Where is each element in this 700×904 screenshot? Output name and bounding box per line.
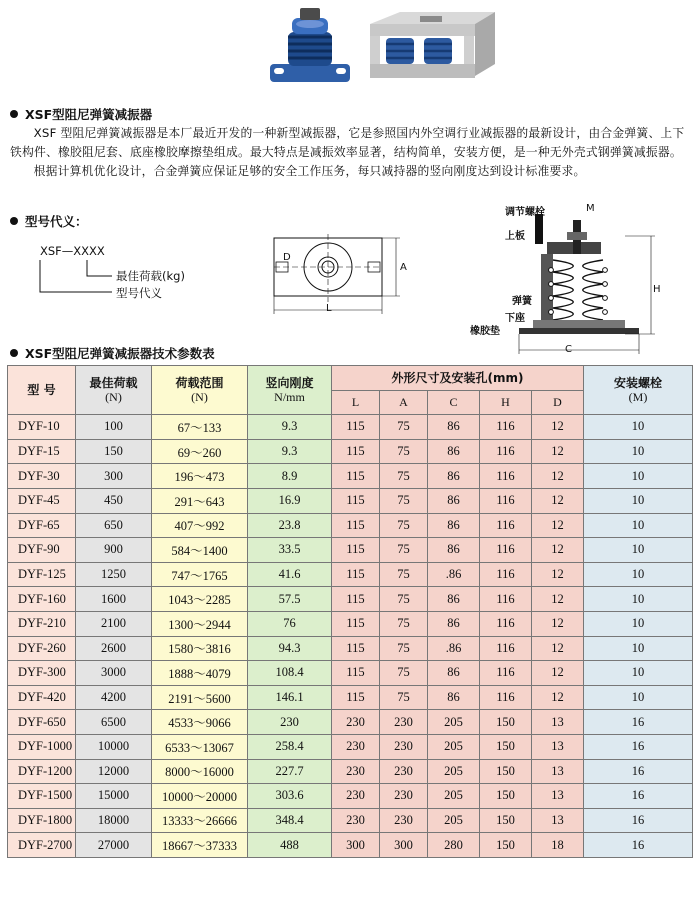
cell-dim-l: 115 bbox=[332, 685, 380, 710]
cell-dim-c: 86 bbox=[428, 439, 480, 464]
cell-dim-a: 230 bbox=[380, 784, 428, 809]
cell-model: DYF-10 bbox=[8, 415, 76, 440]
table-row bbox=[8, 808, 693, 833]
table-row bbox=[8, 833, 693, 858]
cell-best-load: 4200 bbox=[76, 685, 152, 710]
cell-dim-a: 300 bbox=[380, 833, 428, 858]
table-row bbox=[8, 562, 693, 587]
cell-load-range: 196～473 bbox=[152, 464, 248, 489]
table-row bbox=[8, 759, 693, 784]
cell-model: DYF-45 bbox=[8, 488, 76, 513]
table-row bbox=[8, 611, 693, 636]
cell-dim-c: 86 bbox=[428, 685, 480, 710]
table-row bbox=[8, 415, 693, 440]
code-suffix: XXXX bbox=[73, 244, 105, 258]
cell-model: DYF-125 bbox=[8, 562, 76, 587]
top-view-drawing bbox=[268, 232, 408, 324]
label-spring: 弹簧 bbox=[512, 296, 532, 307]
cell-model: DYF-30 bbox=[8, 464, 76, 489]
cell-stiffness: 16.9 bbox=[248, 488, 332, 513]
cell-dim-c: 205 bbox=[428, 710, 480, 735]
label-lower-base: 下座 bbox=[505, 313, 525, 324]
header-bolt: 安装螺栓 (M) bbox=[584, 366, 693, 415]
table-row bbox=[8, 710, 693, 735]
table-row bbox=[8, 488, 693, 513]
cell-dim-a: 75 bbox=[380, 587, 428, 612]
cell-load-range: 18667～37333 bbox=[152, 833, 248, 858]
cell-dim-l: 230 bbox=[332, 808, 380, 833]
cell-dim-c: 86 bbox=[428, 464, 480, 489]
cell-load-range: 1888～4079 bbox=[152, 661, 248, 686]
cell-best-load: 15000 bbox=[76, 784, 152, 809]
cell-dim-d: 12 bbox=[532, 464, 584, 489]
cell-dim-a: 75 bbox=[380, 464, 428, 489]
header-best-load: 最佳荷载 (N) bbox=[76, 366, 152, 415]
table-row bbox=[8, 636, 693, 661]
cell-load-range: 6533～13067 bbox=[152, 734, 248, 759]
cell-stiffness: 488 bbox=[248, 833, 332, 858]
cell-model: DYF-160 bbox=[8, 587, 76, 612]
cell-stiffness: 76 bbox=[248, 611, 332, 636]
table-row bbox=[8, 784, 693, 809]
cell-model: DYF-1800 bbox=[8, 808, 76, 833]
cell-dim-a: 75 bbox=[380, 513, 428, 538]
cell-bolt: 10 bbox=[584, 636, 693, 661]
cell-load-range: 1300～2944 bbox=[152, 611, 248, 636]
cell-dim-a: 230 bbox=[380, 759, 428, 784]
cell-load-range: 69～260 bbox=[152, 439, 248, 464]
cell-bolt: 10 bbox=[584, 538, 693, 563]
cell-dim-l: 230 bbox=[332, 710, 380, 735]
cell-dim-h: 116 bbox=[480, 464, 532, 489]
header-dim-l: L bbox=[332, 390, 380, 415]
table-row bbox=[8, 513, 693, 538]
cell-dim-d: 13 bbox=[532, 759, 584, 784]
cell-dim-h: 116 bbox=[480, 538, 532, 563]
cell-dim-h: 150 bbox=[480, 734, 532, 759]
cell-load-range: 407～992 bbox=[152, 513, 248, 538]
cell-best-load: 12000 bbox=[76, 759, 152, 784]
label-top-plate: 上板 bbox=[505, 231, 525, 242]
cell-dim-d: 12 bbox=[532, 685, 584, 710]
cell-dim-a: 75 bbox=[380, 685, 428, 710]
cell-stiffness: 108.4 bbox=[248, 661, 332, 686]
product-photo-illustration bbox=[270, 4, 500, 96]
header-dimensions: 外形尺寸及安装孔(mm) bbox=[332, 366, 584, 391]
cell-best-load: 100 bbox=[76, 415, 152, 440]
section-heading-product: XSF型阻尼弹簧减振器 bbox=[10, 105, 152, 123]
cell-dim-h: 116 bbox=[480, 488, 532, 513]
cell-dim-c: 86 bbox=[428, 661, 480, 686]
model-code-bracket-lines bbox=[30, 258, 130, 303]
cell-bolt: 10 bbox=[584, 587, 693, 612]
header-vertical-stiffness: 竖向刚度 N/mm bbox=[248, 366, 332, 415]
cell-load-range: 13333～26666 bbox=[152, 808, 248, 833]
cell-best-load: 2600 bbox=[76, 636, 152, 661]
cell-stiffness: 9.3 bbox=[248, 415, 332, 440]
cell-dim-d: 18 bbox=[532, 833, 584, 858]
cell-dim-l: 115 bbox=[332, 415, 380, 440]
header-dim-c: C bbox=[428, 390, 480, 415]
cell-stiffness: 230 bbox=[248, 710, 332, 735]
top-view-label-a: A bbox=[400, 262, 407, 273]
cell-model: DYF-210 bbox=[8, 611, 76, 636]
cell-dim-d: 12 bbox=[532, 661, 584, 686]
cell-dim-d: 12 bbox=[532, 513, 584, 538]
cell-dim-l: 115 bbox=[332, 636, 380, 661]
bullet-icon bbox=[10, 349, 18, 357]
table-row bbox=[8, 464, 693, 489]
cell-bolt: 10 bbox=[584, 685, 693, 710]
cell-dim-d: 13 bbox=[532, 734, 584, 759]
cell-stiffness: 94.3 bbox=[248, 636, 332, 661]
cell-dim-l: 230 bbox=[332, 734, 380, 759]
legend-best-load: 最佳荷载(kg) bbox=[116, 269, 185, 283]
cell-dim-a: 75 bbox=[380, 415, 428, 440]
cell-dim-c: 86 bbox=[428, 611, 480, 636]
cell-dim-c: 205 bbox=[428, 784, 480, 809]
cell-stiffness: 303.6 bbox=[248, 784, 332, 809]
cell-dim-d: 12 bbox=[532, 538, 584, 563]
cell-stiffness: 57.5 bbox=[248, 587, 332, 612]
header-dim-h: H bbox=[480, 390, 532, 415]
cell-dim-h: 116 bbox=[480, 587, 532, 612]
cell-load-range: 8000～16000 bbox=[152, 759, 248, 784]
cell-dim-d: 12 bbox=[532, 587, 584, 612]
top-view-label-d: D bbox=[283, 252, 291, 263]
cell-bolt: 10 bbox=[584, 439, 693, 464]
cell-dim-l: 115 bbox=[332, 611, 380, 636]
cell-load-range: 1580～3816 bbox=[152, 636, 248, 661]
cell-load-range: 747～1765 bbox=[152, 562, 248, 587]
cell-best-load: 900 bbox=[76, 538, 152, 563]
blue-spring-mount-photo bbox=[270, 8, 350, 82]
table-row bbox=[8, 734, 693, 759]
table-row bbox=[8, 538, 693, 563]
cell-bolt: 16 bbox=[584, 784, 693, 809]
cell-dim-h: 150 bbox=[480, 710, 532, 735]
cell-dim-c: 205 bbox=[428, 759, 480, 784]
cell-dim-a: 230 bbox=[380, 808, 428, 833]
cell-dim-h: 150 bbox=[480, 833, 532, 858]
cell-dim-h: 150 bbox=[480, 784, 532, 809]
cell-dim-h: 116 bbox=[480, 685, 532, 710]
cell-best-load: 10000 bbox=[76, 734, 152, 759]
cell-stiffness: 9.3 bbox=[248, 439, 332, 464]
cell-bolt: 10 bbox=[584, 415, 693, 440]
cell-load-range: 291～643 bbox=[152, 488, 248, 513]
cell-dim-d: 12 bbox=[532, 611, 584, 636]
cell-dim-a: 75 bbox=[380, 661, 428, 686]
cell-dim-c: 205 bbox=[428, 734, 480, 759]
cell-bolt: 10 bbox=[584, 488, 693, 513]
cell-dim-d: 13 bbox=[532, 784, 584, 809]
cell-load-range: 4533～9066 bbox=[152, 710, 248, 735]
product-description bbox=[10, 124, 688, 181]
label-width-c: C bbox=[565, 344, 572, 355]
cell-load-range: 2191～5600 bbox=[152, 685, 248, 710]
cell-best-load: 18000 bbox=[76, 808, 152, 833]
grey-housing-mount-photo bbox=[370, 12, 495, 78]
cell-model: DYF-420 bbox=[8, 685, 76, 710]
label-bolt-m: M bbox=[586, 203, 595, 214]
cell-dim-c: .86 bbox=[428, 562, 480, 587]
cell-dim-d: 12 bbox=[532, 415, 584, 440]
cell-dim-l: 115 bbox=[332, 538, 380, 563]
cell-stiffness: 227.7 bbox=[248, 759, 332, 784]
header-dim-a: A bbox=[380, 390, 428, 415]
cell-model: DYF-1000 bbox=[8, 734, 76, 759]
cell-stiffness: 33.5 bbox=[248, 538, 332, 563]
cell-dim-l: 115 bbox=[332, 513, 380, 538]
cell-best-load: 150 bbox=[76, 439, 152, 464]
cell-dim-c: 205 bbox=[428, 808, 480, 833]
cell-dim-h: 116 bbox=[480, 636, 532, 661]
cell-stiffness: 348.4 bbox=[248, 808, 332, 833]
cell-dim-a: 75 bbox=[380, 488, 428, 513]
cell-model: DYF-65 bbox=[8, 513, 76, 538]
cell-stiffness: 8.9 bbox=[248, 464, 332, 489]
product-photos bbox=[270, 4, 500, 96]
cell-bolt: 16 bbox=[584, 734, 693, 759]
cell-dim-l: 115 bbox=[332, 464, 380, 489]
cell-dim-c: .86 bbox=[428, 636, 480, 661]
cell-best-load: 27000 bbox=[76, 833, 152, 858]
cell-best-load: 6500 bbox=[76, 710, 152, 735]
cell-bolt: 16 bbox=[584, 833, 693, 858]
cell-dim-h: 116 bbox=[480, 661, 532, 686]
cell-bolt: 10 bbox=[584, 464, 693, 489]
spec-table-body bbox=[8, 415, 693, 858]
cell-best-load: 2100 bbox=[76, 611, 152, 636]
cell-dim-c: 86 bbox=[428, 513, 480, 538]
table-row bbox=[8, 661, 693, 686]
cell-dim-h: 116 bbox=[480, 611, 532, 636]
cell-stiffness: 258.4 bbox=[248, 734, 332, 759]
cell-bolt: 16 bbox=[584, 710, 693, 735]
header-load-range: 荷载范围 (N) bbox=[152, 366, 248, 415]
cell-bolt: 16 bbox=[584, 808, 693, 833]
cell-dim-l: 230 bbox=[332, 784, 380, 809]
label-rubber-pad: 橡胶垫 bbox=[470, 326, 500, 337]
cell-model: DYF-650 bbox=[8, 710, 76, 735]
cell-dim-c: 86 bbox=[428, 587, 480, 612]
cell-best-load: 3000 bbox=[76, 661, 152, 686]
cell-dim-d: 12 bbox=[532, 562, 584, 587]
cell-dim-c: 280 bbox=[428, 833, 480, 858]
cell-dim-a: 75 bbox=[380, 636, 428, 661]
cell-dim-d: 12 bbox=[532, 488, 584, 513]
header-dim-d: D bbox=[532, 390, 584, 415]
cell-dim-a: 230 bbox=[380, 734, 428, 759]
table-row bbox=[8, 439, 693, 464]
cell-bolt: 10 bbox=[584, 611, 693, 636]
code-prefix: XSF bbox=[40, 244, 62, 258]
cell-dim-a: 75 bbox=[380, 439, 428, 464]
cell-dim-c: 86 bbox=[428, 415, 480, 440]
cell-bolt: 10 bbox=[584, 562, 693, 587]
cell-model: DYF-1500 bbox=[8, 784, 76, 809]
cell-model: DYF-300 bbox=[8, 661, 76, 686]
cell-dim-l: 115 bbox=[332, 439, 380, 464]
cell-load-range: 67～133 bbox=[152, 415, 248, 440]
label-adjust-bolt: 调节螺栓 bbox=[505, 207, 545, 218]
model-code-pattern bbox=[40, 244, 105, 258]
cell-best-load: 450 bbox=[76, 488, 152, 513]
cell-dim-c: 86 bbox=[428, 488, 480, 513]
cell-dim-l: 115 bbox=[332, 587, 380, 612]
cell-dim-h: 150 bbox=[480, 808, 532, 833]
section-heading-spec-table: XSF型阻尼弹簧减振器技术参数表 bbox=[10, 344, 215, 362]
section-view-drawing bbox=[505, 212, 695, 360]
header-model: 型 号 bbox=[8, 366, 76, 415]
section-heading-model-code: 型号代义： bbox=[10, 212, 88, 230]
cell-dim-d: 12 bbox=[532, 636, 584, 661]
cell-best-load: 650 bbox=[76, 513, 152, 538]
cell-dim-h: 150 bbox=[480, 759, 532, 784]
label-height-h: H bbox=[653, 284, 661, 295]
cell-dim-d: 13 bbox=[532, 710, 584, 735]
legend-model-meaning: 型号代义 bbox=[116, 286, 162, 300]
cell-dim-h: 116 bbox=[480, 439, 532, 464]
cell-dim-l: 115 bbox=[332, 488, 380, 513]
top-view-label-l: L bbox=[326, 303, 332, 314]
cell-model: DYF-260 bbox=[8, 636, 76, 661]
cell-dim-h: 116 bbox=[480, 513, 532, 538]
description-paragraph-1: XSF 型阻尼弹簧减振器是本厂最近开发的一种新型减振器，它是参照国内外空调行业减振器的最新设计，由合金弹簧、上下铁构件、橡胶阻尼套、底座橡胶摩擦垫组成。最大特点是减振效率显著，结构简单，安装方便，是一种无外壳式钢弹簧减振器。 bbox=[10, 126, 685, 159]
cell-model: DYF-1200 bbox=[8, 759, 76, 784]
cell-dim-d: 12 bbox=[532, 439, 584, 464]
cell-dim-l: 230 bbox=[332, 759, 380, 784]
cell-dim-l: 115 bbox=[332, 562, 380, 587]
cell-stiffness: 23.8 bbox=[248, 513, 332, 538]
cell-dim-l: 115 bbox=[332, 661, 380, 686]
table-row bbox=[8, 587, 693, 612]
cell-dim-a: 75 bbox=[380, 562, 428, 587]
cell-dim-c: 86 bbox=[428, 538, 480, 563]
cell-stiffness: 146.1 bbox=[248, 685, 332, 710]
cell-model: DYF-90 bbox=[8, 538, 76, 563]
cell-best-load: 1250 bbox=[76, 562, 152, 587]
spec-table bbox=[7, 365, 693, 858]
cell-best-load: 1600 bbox=[76, 587, 152, 612]
cell-dim-h: 116 bbox=[480, 562, 532, 587]
cell-bolt: 16 bbox=[584, 759, 693, 784]
cell-load-range: 584～1400 bbox=[152, 538, 248, 563]
cell-bolt: 10 bbox=[584, 513, 693, 538]
cell-bolt: 10 bbox=[584, 661, 693, 686]
cell-best-load: 300 bbox=[76, 464, 152, 489]
cell-model: DYF-2700 bbox=[8, 833, 76, 858]
cell-model: DYF-15 bbox=[8, 439, 76, 464]
cell-dim-h: 116 bbox=[480, 415, 532, 440]
code-dash: — bbox=[61, 244, 74, 258]
bullet-icon bbox=[10, 217, 18, 225]
cell-load-range: 10000～20000 bbox=[152, 784, 248, 809]
cell-stiffness: 41.6 bbox=[248, 562, 332, 587]
cell-dim-a: 75 bbox=[380, 611, 428, 636]
cell-dim-a: 75 bbox=[380, 538, 428, 563]
cell-dim-a: 230 bbox=[380, 710, 428, 735]
cell-dim-d: 13 bbox=[532, 808, 584, 833]
table-row bbox=[8, 685, 693, 710]
description-paragraph-2: 根据计算机优化设计，合金弹簧应保证足够的安全工作压务，每只减持器的竖向刚度达到设计标准要求。 bbox=[33, 164, 586, 178]
bullet-icon bbox=[10, 110, 18, 118]
cell-load-range: 1043～2285 bbox=[152, 587, 248, 612]
cell-dim-l: 300 bbox=[332, 833, 380, 858]
